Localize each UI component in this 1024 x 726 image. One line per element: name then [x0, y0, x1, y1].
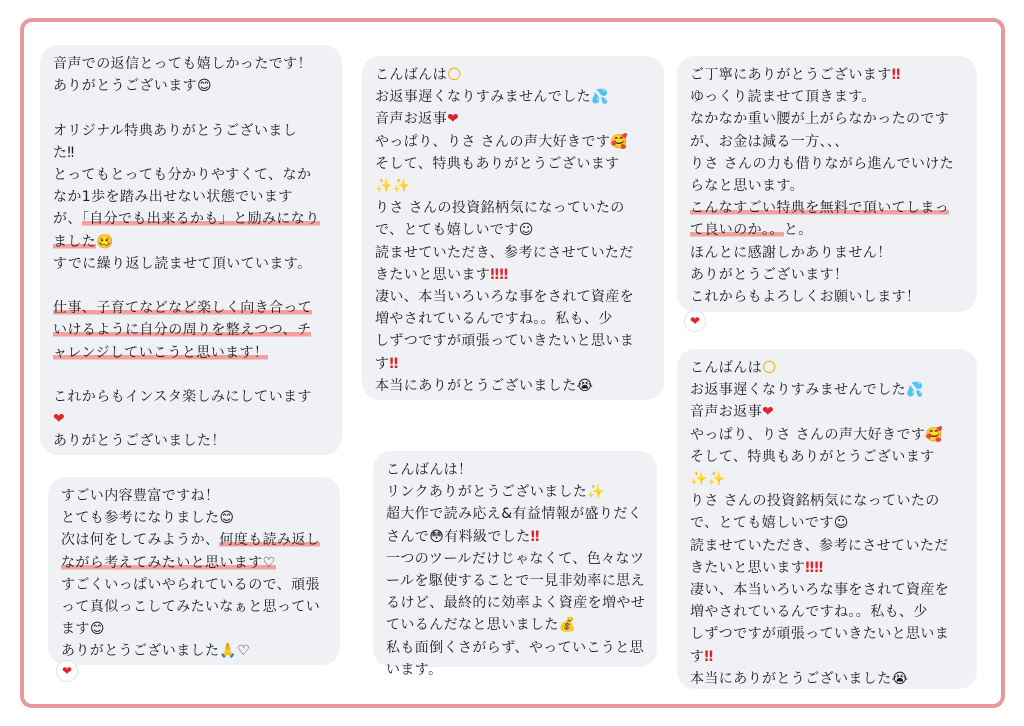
message-line: [53, 120, 329, 142]
message-line: [61, 552, 327, 574]
highlighted-text: て良いのか。。: [690, 222, 784, 239]
message-text: りさ さんの投資銘柄気になっていたの: [690, 493, 940, 510]
message-text: こんばんは: [690, 360, 762, 376]
message-bubble: [40, 45, 342, 455]
message-text: オリジナル特典ありがとうございまし: [53, 122, 298, 139]
message-line: [375, 131, 651, 153]
message-text: これからもよろしくお願いします！: [690, 289, 921, 306]
message-bubble: [362, 56, 664, 400]
message-bubble: [677, 56, 977, 312]
sweat-droplets-icon: 💦: [906, 382, 924, 399]
message-text: ♡: [237, 643, 251, 660]
message-line: [690, 446, 964, 468]
message-line: [690, 108, 964, 130]
crying-face-icon: 😭: [891, 670, 909, 687]
sparkles-icon: ✨✨: [690, 471, 726, 488]
message-text: やっぱり、りさ さんの声大好きです: [375, 133, 611, 150]
message-text: ールを駆使することで一見非効率に思え: [386, 573, 645, 590]
message-text: とても参考になりました: [61, 510, 220, 527]
message-line: [386, 548, 644, 570]
message-line: [386, 659, 644, 681]
message-line: [375, 175, 651, 197]
red-heart-icon: ❤: [53, 411, 66, 428]
message-line: [53, 253, 329, 275]
message-text: ありがとうございました！: [53, 433, 226, 450]
double-exclamation-icon: ‼: [891, 67, 901, 83]
message-text: すごくいっぱいやられているので、頑張: [61, 576, 320, 593]
highlighted-text: 仕事、子育てなどなど楽しく向き合って: [53, 300, 313, 317]
message-line: [386, 459, 644, 481]
message-line: [690, 86, 964, 108]
message-text: きたいと思います: [690, 559, 806, 576]
message-text: が、: [53, 211, 82, 228]
double-exclamation-icon: ‼‼: [490, 266, 509, 283]
message-text: お返事遅くなりすみませんでした: [690, 382, 906, 399]
message-text: 音声お返事: [690, 404, 762, 421]
sparkles-icon: ✨: [587, 484, 606, 501]
flushed-face-icon: 😳: [429, 528, 445, 545]
message-text: りさ さんの投資銘柄気になっていたの: [375, 200, 625, 217]
message-text: そして、特典もありがとうございます: [690, 448, 935, 465]
message-line: [375, 353, 651, 375]
message-line: [53, 186, 329, 208]
message-line: [375, 219, 651, 241]
message-bubble: [48, 477, 340, 665]
message-text: で、とても嬉しいです: [690, 515, 834, 532]
message-line: [690, 424, 964, 446]
message-text: そして、特典もありがとうございます: [375, 155, 620, 172]
message-line: [690, 623, 964, 645]
message-text: こんばんは！: [386, 462, 473, 478]
message-line: [61, 507, 327, 529]
message-line: [61, 596, 327, 618]
message-text: 読ませていただき、参考にさせていただ: [690, 537, 949, 554]
message-text: こんばんは: [375, 67, 447, 83]
message-line: [53, 142, 329, 164]
message-line: [690, 219, 964, 241]
blank-line: [53, 364, 329, 386]
message-text: 私も面倒くさがらず、やっていこうと思: [386, 639, 645, 656]
highlighted-text: 「自分でも出来るかも」と励みになり: [81, 211, 320, 228]
message-line: [53, 386, 329, 408]
message-line: [375, 264, 651, 286]
message-line: [53, 430, 329, 452]
message-line: [690, 131, 964, 153]
message-line: [375, 286, 651, 308]
red-heart-icon: ❤: [447, 111, 460, 128]
blank-line: [53, 275, 329, 297]
message-text: 音声での返信とっても嬉しかったです！: [53, 56, 312, 72]
message-text: が、お金は減る一方、、、: [690, 133, 849, 150]
message-text: ます: [61, 621, 90, 638]
message-text: 増やされているんですね。。私も、少: [690, 604, 928, 621]
message-bubble: [373, 451, 657, 678]
message-bubble: [677, 349, 977, 689]
message-text: 凄い、本当いろいろな事をされて資産を: [375, 289, 635, 306]
message-line: [375, 108, 651, 130]
highlighted-text: いけるように自分の周りを整えつつ、チ: [53, 322, 312, 339]
sweat-droplets-icon: 💦: [591, 89, 609, 106]
message-text: やっぱり、りさ さんの声大好きです: [690, 426, 926, 443]
crying-face-icon: 😭: [576, 377, 594, 394]
message-line: [386, 481, 644, 503]
message-line: [386, 526, 644, 548]
message-line: [386, 637, 644, 659]
message-text: リンクありがとうございました: [386, 484, 588, 501]
message-text: 超大作で読み応え&有益情報が盛りだく: [386, 506, 643, 523]
highlighted-text: ながら考えてみたいと思います♡: [61, 554, 276, 571]
folded-hands-icon: 🙏: [219, 643, 238, 660]
message-text: ありがとうございます！: [690, 266, 849, 283]
message-text: って真似っこしてみたいなぁと思ってい: [61, 599, 321, 616]
sun-icon: 🌕: [762, 360, 777, 376]
smiling-face-icon: 😊: [197, 78, 212, 95]
message-text: ほんとに感謝しかありません！: [690, 244, 892, 261]
heart-reaction-badge[interactable]: [684, 310, 706, 332]
message-text: とってもとっても分かりやすくて、なか: [53, 167, 312, 183]
message-line: [690, 601, 964, 623]
message-line: [61, 618, 327, 640]
message-line: [690, 242, 964, 264]
message-line: [690, 512, 964, 534]
message-line: [53, 208, 329, 230]
red-heart-icon: ❤: [61, 664, 73, 678]
message-text: 次は何をしてみようか、: [61, 532, 220, 549]
sun-icon: 🌕: [447, 67, 462, 83]
message-line: [690, 286, 964, 308]
message-line: [386, 503, 644, 525]
message-line: [690, 379, 964, 401]
message-text: すでに繰り返し読ませて頂いています。: [53, 255, 312, 272]
message-text: きたいと思います: [375, 266, 491, 283]
message-line: [61, 640, 327, 662]
message-line: [53, 53, 329, 75]
message-line: [375, 153, 651, 175]
sparkles-icon: ✨✨: [375, 178, 411, 195]
smiling-face-icon: 😊: [219, 510, 235, 527]
message-text: るけど、最終的に効率よく資産を増やせ: [386, 595, 646, 612]
message-line: [53, 408, 329, 430]
double-exclamation-icon: ‼‼: [805, 559, 824, 576]
message-text: 本当にありがとうございました: [375, 377, 577, 394]
message-line: [386, 570, 644, 592]
message-line: [690, 401, 964, 423]
double-exclamation-icon: ‼: [704, 648, 714, 665]
message-text: ありがとうございます: [53, 78, 197, 95]
message-text: います。: [386, 661, 443, 678]
message-line: [375, 64, 651, 86]
blushing-face-icon: ☺: [833, 515, 849, 532]
message-text: なかなか重い腰が上がらなかったのです: [690, 111, 950, 128]
message-text: ありがとうございました: [61, 643, 220, 660]
message-line: [53, 75, 329, 97]
heart-reaction-badge[interactable]: [56, 660, 78, 682]
smiling-hearts-icon: 🥰: [610, 133, 629, 150]
message-line: [53, 297, 329, 319]
message-line: [386, 592, 644, 614]
message-line: [690, 357, 964, 379]
red-heart-icon: ❤: [762, 404, 775, 421]
message-text: すごい内容豊富ですね！: [61, 488, 220, 504]
message-line: [690, 490, 964, 512]
message-text: ご丁寧にありがとうございます: [690, 67, 892, 83]
message-text: 一つのツールだけじゃなくて、色々なツ: [386, 550, 645, 567]
message-text: さんで: [386, 528, 430, 545]
message-text: らなと思います。: [690, 178, 805, 195]
message-line: [690, 64, 964, 86]
blushing-face-icon: ☺: [518, 222, 534, 239]
message-text: で、とても嬉しいです: [375, 222, 519, 239]
message-text: 本当にありがとうございました: [690, 670, 892, 687]
message-text: た‼: [53, 144, 75, 161]
message-text: 増やされているんですね。。私も、少: [375, 311, 613, 328]
message-line: [386, 614, 644, 636]
smiling-face-icon: 😊: [89, 621, 105, 638]
message-text: これからもインスタ楽しみにしています: [53, 389, 312, 405]
message-line: [690, 175, 964, 197]
red-heart-icon: ❤: [689, 314, 701, 328]
message-line: [690, 153, 964, 175]
message-line: [690, 264, 964, 286]
message-line: [690, 557, 964, 579]
message-text: 有料級でした: [444, 528, 531, 545]
woozy-face-icon: 🥴: [96, 233, 115, 250]
blank-line: [53, 97, 329, 119]
message-line: [375, 86, 651, 108]
message-text: しずつですが頑張っていきたいと思いま: [375, 333, 635, 350]
message-line: [375, 330, 651, 352]
message-text: りさ さんの力も借りながら進んでいけた: [690, 155, 955, 172]
message-text: 凄い、本当いろいろな事をされて資産を: [690, 582, 950, 599]
message-text: 読ませていただき、参考にさせていただ: [375, 244, 634, 261]
message-text: 音声お返事: [375, 111, 447, 128]
message-text: ているんだなと思いました: [386, 617, 559, 634]
message-text: お返事遅くなりすみませんでした: [375, 89, 591, 106]
message-text: す: [375, 355, 390, 372]
message-line: [61, 574, 327, 596]
message-line: [375, 375, 651, 397]
message-line: [61, 485, 327, 507]
message-text: と。: [783, 222, 813, 239]
message-line: [690, 668, 964, 690]
double-exclamation-icon: ‼: [530, 528, 540, 545]
message-line: [375, 242, 651, 264]
message-line: [375, 308, 651, 330]
message-line: [53, 319, 329, 341]
highlighted-text: こんなすごい特典を無料で頂いてしまっ: [690, 200, 950, 217]
message-line: [53, 342, 329, 364]
message-text: す: [690, 648, 705, 665]
message-line: [61, 529, 327, 551]
message-line: [690, 468, 964, 490]
highlighted-text: ャレンジしていこうと思います！: [53, 344, 269, 361]
smiling-hearts-icon: 🥰: [925, 426, 944, 443]
highlighted-text: 何度も読み返し: [219, 532, 321, 549]
message-line: [53, 164, 329, 186]
message-line: [690, 197, 964, 219]
message-line: [690, 579, 964, 601]
highlighted-text: ました: [53, 233, 97, 250]
message-text: なか1歩を踏み出せない状態でいます: [53, 189, 293, 206]
message-text: しずつですが頑張っていきたいと思いま: [690, 626, 950, 643]
message-line: [690, 646, 964, 668]
message-line: [375, 197, 651, 219]
message-line: [690, 535, 964, 557]
message-text: ゆっくり読ませて頂きます。: [690, 89, 876, 106]
money-bag-icon: 💰: [558, 617, 577, 634]
double-exclamation-icon: ‼: [389, 355, 399, 372]
message-line: [53, 231, 329, 253]
